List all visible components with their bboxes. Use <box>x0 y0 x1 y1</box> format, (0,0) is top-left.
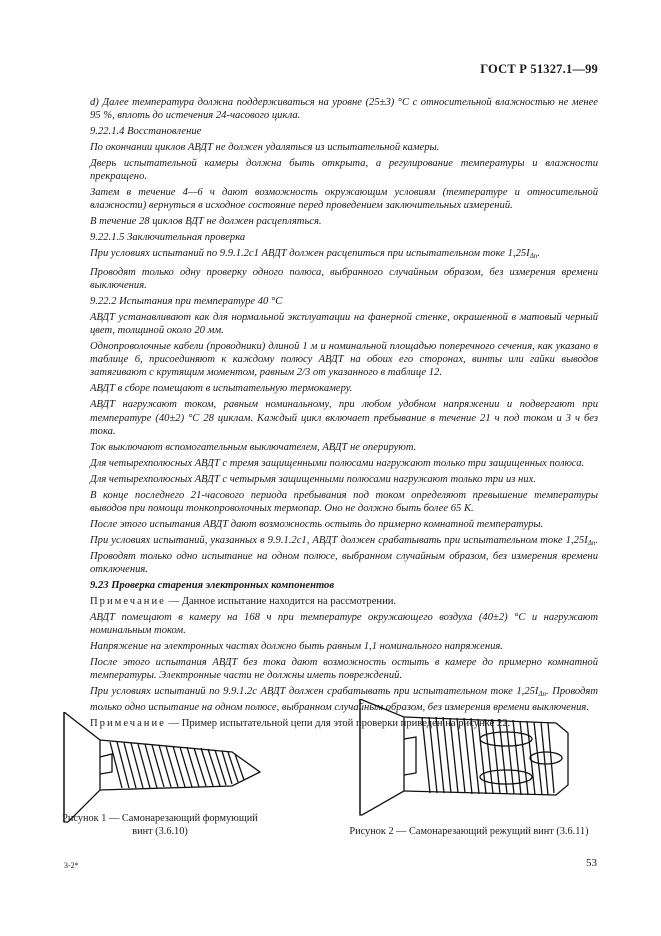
figure-1-caption <box>60 812 260 838</box>
figures-area <box>60 694 600 844</box>
paragraph: При условиях испытаний по 9.9.1.2с АВДТ должен срабатывать при испытательном токе $1,25I_{\Delta n}$. Проводят только одно испытание на одном полюсе, выбранном случайным образом, без измерения времени выключения. <box>90 685 598 714</box>
paragraph: Проводят только одну проверку одного полюса, выбранного случайным образом, без измерения времени выключения. <box>90 267 598 292</box>
page-number: 53 <box>586 857 597 869</box>
section-heading: 9.22.2 Испытания при температуре 40 °С <box>90 296 283 308</box>
paragraph: После этого испытания АВДТ без тока дают возможность остыть в камере до примерно комнатной температуры. Электронные части не должны иметь повреждений. <box>90 656 598 681</box>
paragraph: При условиях испытаний, указанных в 9.9.1.2с1, АВДТ должен срабатывать при испытательном токе $1,25I_{\Delta n}$. Проводят только одно испытание на одном полюсе, выбранном случайным образом, без измерения времени отключения. <box>90 534 598 575</box>
paragraph: Затем в течение 4—6 ч дают возможность окружающим условиям (температуре и относительной влажности) вернуться в исходное состояние перед проведением заключительных измерений. <box>90 187 598 212</box>
paragraph: В конце последнего 21-часового периода пребывания под током определяют превышение температуры выводов при помощи тонкопроволочных термопар. Оно не должно быть более 65 К. <box>90 489 598 514</box>
paragraph: Для четырехполюсных АВДТ с четырьмя защищенными полюсами нагружают только три из них. <box>90 473 536 485</box>
paragraph: Напряжение на электронных частях должно быть равным 1,1 номинального напряжения. <box>90 640 503 652</box>
paragraph: После этого испытания АВДТ дают возможность остыть до примерно комнатной температуры. <box>90 518 544 530</box>
paragraph: Однопроволочные кабели (проводники) длиной 1 м и номинальной площадью поперечного сечения, как указано в таблице 6, присоединяют к каждому полюсу АВДТ на обоих его сторонах, винты или гайки выводов затягивают с крутящим моментом, равным 2/3 от указанного в таблице 12. <box>90 341 598 379</box>
figure-1-caption-line: Рисунок 1 — Самонарезающий формующий <box>62 813 258 824</box>
paragraph: АВДТ помещают в камеру на 168 ч при температуре окружающего воздуха (40±2) °С и нагружают номинальным током. <box>90 611 598 636</box>
paragraph: АВДТ нагружают током, равным номинальному, при любом удобном напряжении и подвергают при температуре (40±2) °С 28 циклам. Каждый цикл включает пребывание в течение 21 ч под током и 3 ч без тока. <box>90 399 598 437</box>
paragraph: АВДТ в сборе помещают в испытательную термокамеру. <box>90 383 353 395</box>
figure-1-caption-line: винт (3.6.10) <box>132 826 188 837</box>
paragraph: АВДТ устанавливают как для нормальной эксплуатации на фанерной стенке, окрашенной в матовый черный цвет, толщиной около 20 мм. <box>90 312 598 337</box>
note: Примечание — Пример испытательной цепи для этой проверки приведен на рисунке 22. <box>90 718 511 729</box>
note-label: Примечание <box>90 718 166 729</box>
cutting-screw-figure <box>356 699 586 819</box>
note-label: Примечание <box>90 595 166 607</box>
footer-mark: 3-2* <box>64 861 79 870</box>
figure-2-caption: Рисунок 2 — Самонарезающий режущий винт (3.6.11) <box>349 826 589 837</box>
paragraph: Ток выключают вспомогательным выключателем, АВДТ не оперируют. <box>90 441 417 453</box>
document-body <box>90 96 598 733</box>
section-heading: 9.22.1.5 Заключительная проверка <box>90 232 246 244</box>
section-heading-bold: 9.23 Проверка старения электронных компонентов <box>90 579 335 591</box>
paragraph: В течение 28 циклов ВДТ не должен расцепляться. <box>90 216 322 228</box>
paragraph: По окончании циклов АВДТ не должен удаляться из испытательной камеры. <box>90 142 440 154</box>
document-header: ГОСТ Р 51327.1—99 <box>480 62 598 76</box>
paragraph: Для четырехполюсных АВДТ с тремя защищенными полюсами нагружают только три защищенных полюса. <box>90 457 585 469</box>
note: Примечание — Данное испытание находится на рассмотрении. <box>90 595 397 607</box>
paragraph: При условиях испытаний по 9.9.1.2с1 АВДТ должен расцепиться при испытательном токе $1,25I_{\Delta n}$. <box>90 248 540 261</box>
paragraph: Дверь испытательной камеры должна быть открыта, а регулирование температуры и влажности прекращено. <box>90 158 598 183</box>
section-heading: 9.22.1.4 Восстановление <box>90 126 202 138</box>
paragraph: d) Далее температура должна поддерживаться на уровне (25±3) °С с относительной влажностью не менее 95 %, вплоть до истечения 24-часового цикла. <box>90 97 598 122</box>
